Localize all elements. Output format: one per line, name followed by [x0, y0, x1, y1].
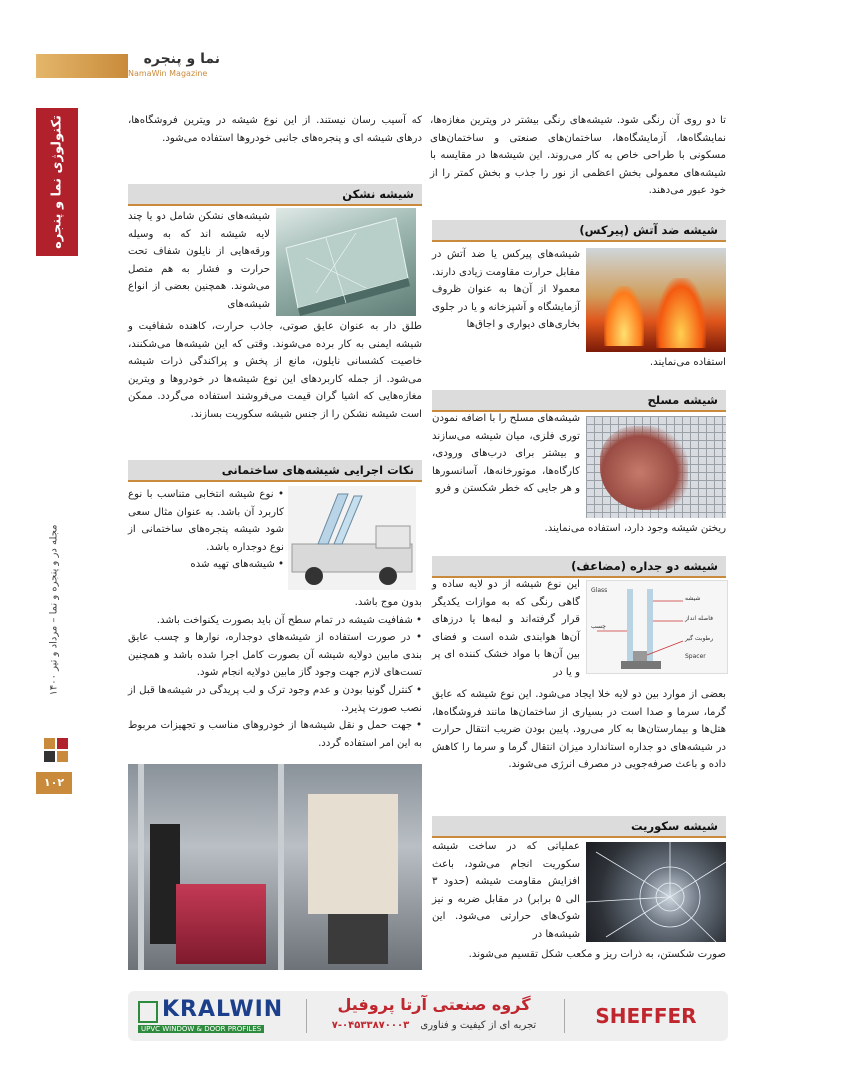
double-glass-diagram	[586, 580, 728, 674]
kralwin-text: KRALWIN	[162, 997, 284, 1022]
diagram-label-glass: شیشه	[685, 595, 701, 602]
laminated-glass-svg	[276, 208, 416, 316]
tip-item: • کنترل گونیا بودن و عدم وجود ترک و لب پریدگی در شیشه‌ها قبل از نصب صورت پذیرد.	[128, 682, 422, 717]
pyrex-text: شیشه‌های پیرکس یا ضد آتش در مقابل حرارت مقاومت زیادی دارند. معمولا از آن‌ها به عنوان ظروف آزمایشگاه و آشپزخانه و یا در جلوی بخاری‌های دیواری و اجاق‌ها	[432, 249, 580, 331]
kralwin-sub: UPVC WINDOW & DOOR PROFILES	[138, 1025, 264, 1033]
footer-company-block	[314, 993, 554, 1039]
wired-title: شیشه مسلح	[432, 390, 726, 412]
section-tab-label: تکنولوژی نما و پنجره	[49, 115, 65, 249]
tips-title: نکات اجرایی شیشه‌های ساختمانی	[128, 460, 422, 482]
footer-divider	[564, 999, 565, 1033]
pyrex-tail: استفاده می‌نمایند.	[649, 357, 726, 368]
glass-truck-svg	[288, 486, 416, 590]
wired-tail: ریختن شیشه وجود دارد، استفاده می‌نمایند.	[544, 523, 726, 534]
company-phone: ۰۴۵۳۳۸۷۰۰۰۳-۷	[331, 1020, 410, 1031]
tip-item: • شفافیت شیشه در تمام سطح آن باید بصورت یکنواخت باشد.	[128, 612, 422, 630]
right-intro: تا دو روی آن رنگی شود. شیشه‌های رنگی بیشتر در ویترین مغازه‌ها، نمایشگاه‌ها، آزمایشگاه‌ها، ساختمان‌های صنعتی و ساختمان‌های مسکونی با طراحی خاص به کار می‌روند. این شیشه‌ها در مقایسه با شیشه‌های معمولی بخش اعظمی از نور را جذب و بخش کمتر را از خود عبور می‌دهند.	[430, 115, 726, 197]
pyrex-title: شیشه ضد آتش (پیرکس)	[432, 220, 726, 242]
tip-item: • در صورت استفاده از شیشه‌های دوجداره، نوارها و چسب عایق بندی مابین دولایه شیشه آن بصورت کامل اجرا شده باشد و همچنین تست‌های لازم جهت وجود گاز مابین دولایه انجام شود.	[128, 629, 422, 682]
kralwin-logo	[138, 997, 298, 1035]
footer-ad	[128, 991, 728, 1041]
laminated-glass-photo	[276, 208, 416, 316]
wired-text: شیشه‌های مسلح را با اضافه نمودن توری فلزی، میان شیشه می‌سازند و بیشتر برای درب‌های ورودی، کارگاه‌ها، موتورخانه‌ها، آسانسورها و هر جایی که خطر شکستن و فرو	[432, 413, 580, 495]
diagram-label-desiccant: رطوبت گیر	[685, 635, 714, 642]
diagram-label-spacer: فاصله انداز	[685, 615, 713, 622]
shattered-glass-photo	[586, 842, 726, 942]
sheffer-logo: SHEFFER	[595, 1004, 697, 1028]
page-number: ۱۰۲	[36, 772, 72, 794]
tips-list	[128, 486, 284, 592]
footer-divider	[306, 999, 307, 1033]
laminated-title: شیشه نشکن	[128, 184, 422, 206]
company-name: گروه صنعتی آرتا پروفیل	[337, 995, 531, 1014]
double-title: شیشه دو جداره (مضاعف)	[432, 556, 726, 578]
left-intro: که آسیب رسان نیستند. از این نوع شیشه در ویترین فروشگاه‌ها، درهای شیشه ای و پنجره‌های جانبی خودروها استفاده می‌شود.	[128, 115, 422, 144]
tip-item: • نوع شیشه انتخابی متناسب با نوع کاربرد آن باشد. به عنوان مثال سعی شود شیشه پنجره‌های ساختمانی از نوع دوجداره باشد.	[128, 486, 284, 556]
diagram-label-sealant: چسب	[591, 623, 606, 630]
page-icon	[44, 738, 68, 762]
logo-text: نما و پنجره	[143, 51, 220, 67]
storefront-photo	[128, 764, 422, 970]
double-text: این نوع شیشه از دو لایه ساده و گاهی رنگی که به موازات یکدیگر قرار گرفته‌اند و لبه‌ها یا درزهای آن‌ها هوابندی شده است و فضای بین آن‌ها با مواد خشک کننده ای پر و یا در	[432, 579, 580, 678]
laminated-tail: طلق دار به عنوان عایق صوتی، جاذب حرارت، کاهنده شفافیت و شیشه ایمنی به کار برده می‌شوند. وقتی که این شیشه‌ها می‌شکنند، خاصیت کشسانی نایلون، مانع از پخش و پراکندگی ذرات شیشه می‌شود. از جمله کاربردهای این نوع شیشه‌ها در خودروها و ویترین مغازه‌هایی که اشیا گران قیمت می‌فروشند استفاده می‌گردد. ممکن است شیشه نشکن را از جنس شیشه سکوریت بسازند.	[128, 321, 422, 420]
section-tab	[36, 108, 78, 256]
issue-line	[40, 480, 68, 740]
tip-item: • شیشه‌های تهیه شده	[128, 556, 284, 574]
logo-subtitle: NamaWin Magazine	[128, 69, 208, 78]
fire-glass-photo	[586, 248, 726, 352]
crack-lines	[586, 842, 726, 942]
tips-continued	[128, 594, 422, 749]
double-tail: بعضی از موارد بین دو لایه خلا ایجاد می‌شود. این نوع شیشه که عایق گرما، سرما و صدا است در بسیاری از ساختمان‌ها مانند فروشگاه‌ها، هتل‌ها و بیمارستان‌ها به کار می‌رود. پایین بودن ضریب انتقال حرارت در شیشه‌های دو جداره استاندارد میزان انتقال گرما و سرما را کاهش داده و باعث صرفه‌جویی در مصرف انرژی می‌شوند.	[432, 689, 726, 771]
issue-line-text: مجله در و پنجره و نما – مرداد و تیر ۱۴۰۰	[48, 524, 60, 696]
tip-item: • جهت حمل و نقل شیشه‌ها از خودروهای مناسب و تجهیزات مربوط به این امر استفاده گردد.	[128, 717, 422, 752]
security-title: شیشه سکوریت	[432, 816, 726, 838]
top-gold-bar	[36, 54, 128, 78]
tip-cont: بدون موج باشد.	[354, 597, 422, 608]
laminated-text: شیشه‌های نشکن شامل دو یا چند لایه شیشه اند که به وسیله ورقه‌هایی از نایلون شفاف تحت حرارت و فشار به هم متصل می‌شوند. همچنین بعضی از انواع شیشه‌های	[128, 211, 270, 310]
glass-truck-photo	[288, 486, 416, 590]
double-glass-diagram-svg	[587, 581, 727, 673]
magazine-logo	[128, 50, 220, 82]
company-tagline: تجربه ای از کیفیت و فناوری	[420, 1020, 537, 1031]
diagram-label-spacer-en: Spacer	[685, 653, 706, 660]
security-text: عملیاتی که در ساخت شیشه سکوریت انجام می‌شود، باعث افزایش مقاومت شیشه (حدود ۳ الی ۵ برابر) در مقابل ضربه و نیز شوک‌های حرارتی می‌شود. این شیشه‌ها در	[432, 841, 580, 940]
wired-glass-photo	[586, 416, 726, 518]
diagram-label-glass-en: Glass	[591, 587, 608, 594]
security-tail: صورت شکستن، به ذرات ریز و مکعب شکل تقسیم می‌شوند.	[468, 949, 726, 960]
